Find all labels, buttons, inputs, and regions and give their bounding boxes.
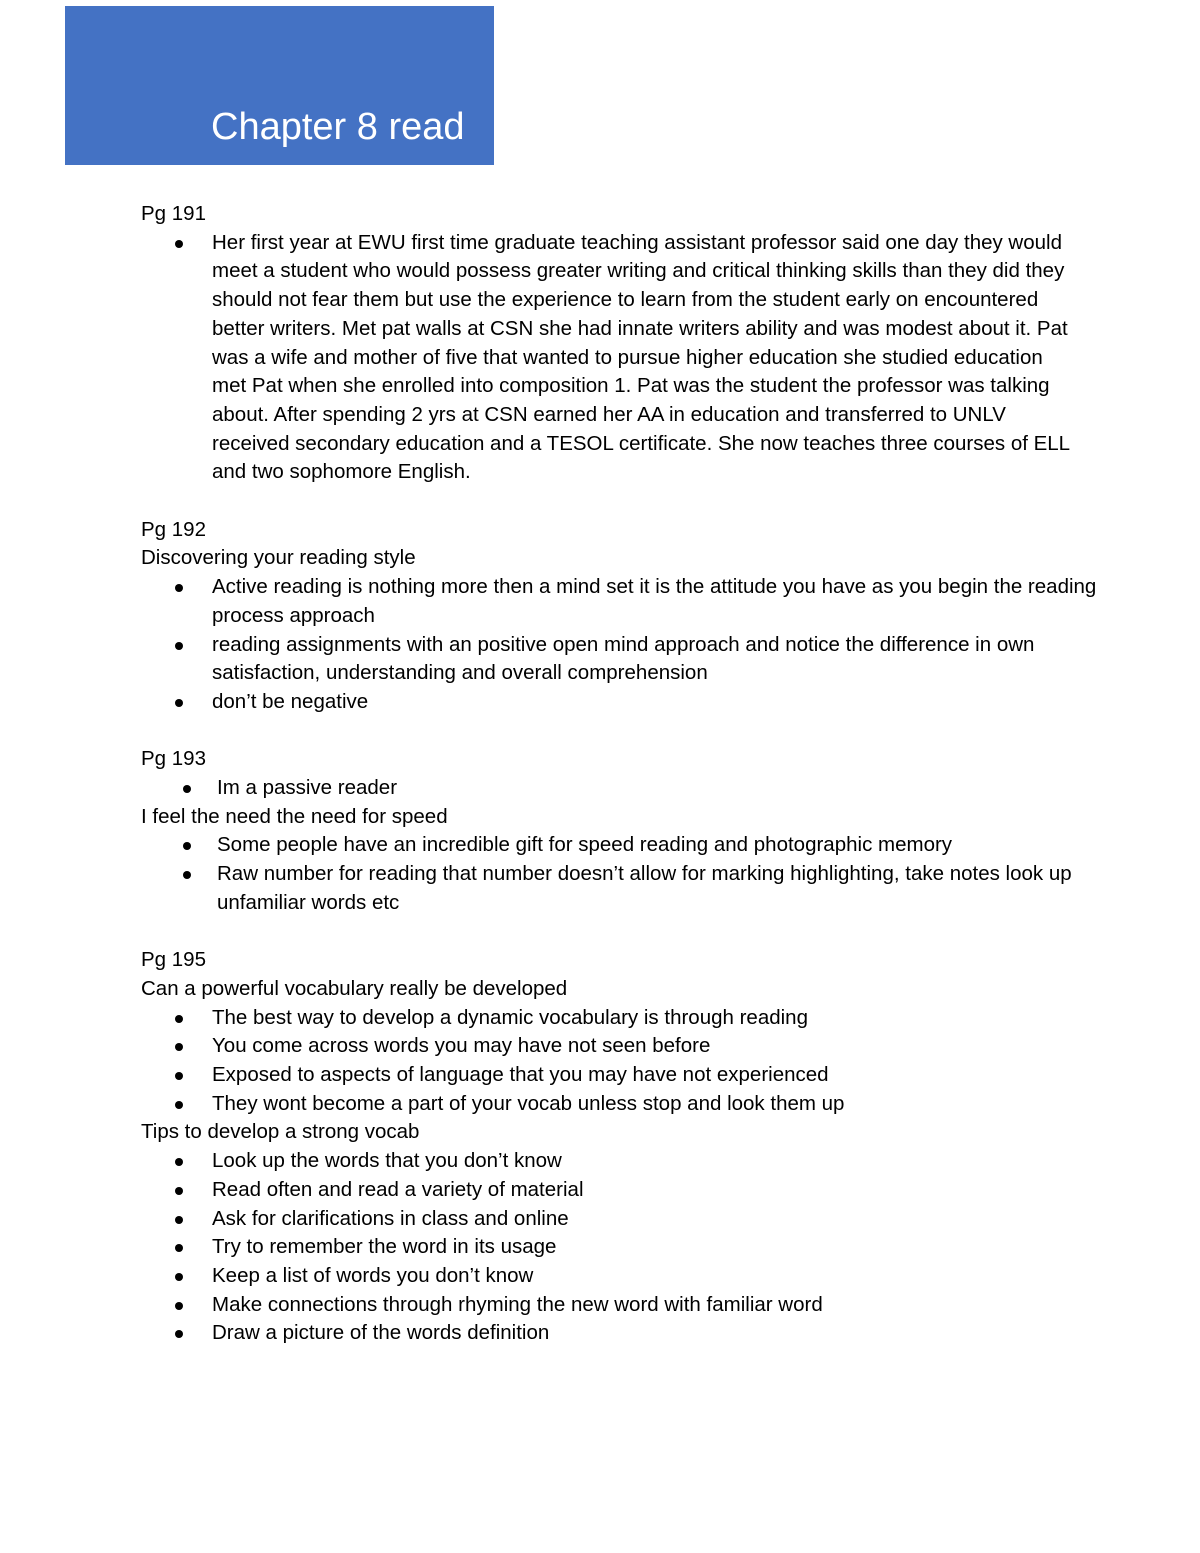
page-ref-191: Pg 191 — [141, 202, 206, 225]
list-item: Im a passive reader — [141, 774, 1141, 803]
bullet-icon — [183, 871, 191, 879]
list-item: Some people have an incredible gift for speed reading and photographic memory — [141, 831, 1141, 860]
bullet-icon — [175, 1187, 183, 1195]
list-item: Keep a list of words you don’t know — [141, 1262, 1141, 1291]
list-item: don’t be negative — [141, 688, 1141, 717]
bullet-icon — [175, 1244, 183, 1252]
bullet-list — [141, 573, 1141, 717]
list-item: They wont become a part of your vocab unless stop and look them up — [141, 1090, 1141, 1119]
bullet-list — [141, 831, 1141, 917]
bullet-icon — [175, 1302, 183, 1310]
list-item: Her first year at EWU first time graduate teaching assistant professor said one day they would meet a student who would possess greater writing and critical thinking skills than they did they should not fear them but use the experience to learn from the student early on encountered better writers. Met pat walls at CSN she had innate writers ability and was modest about it. Pat was a wife and mother of five that wanted to pursue higher education she studied education met Pat when she enrolled into composition 1. Pat was the student the professor was talking about. After spending 2 yrs at CSN earned her AA in education and transferred to UNLV received secondary education and a TESOL certificate. She now teaches three courses of ELL and two sophomore English. — [141, 229, 1141, 487]
bullet-icon — [175, 1216, 183, 1224]
bullet-list — [141, 774, 1141, 803]
list-item: Raw number for reading that number doesn’t allow for marking highlighting, take notes look up unfamiliar words etc — [141, 860, 1141, 917]
list-item: Look up the words that you don’t know — [141, 1147, 1141, 1176]
section-heading: Can a powerful vocabulary really be developed — [141, 976, 568, 1000]
list-item: reading assignments with an positive open mind approach and notice the difference in own satisfaction, understanding and overall comprehension — [141, 631, 1141, 688]
bullet-icon — [175, 1101, 183, 1109]
bullet-icon — [175, 642, 183, 650]
bullet-icon — [175, 1043, 183, 1051]
section-heading: Discovering your reading style — [141, 546, 416, 570]
bullet-list — [141, 1004, 1141, 1119]
list-item: Exposed to aspects of language that you may have not experienced — [141, 1061, 1141, 1090]
list-item: Active reading is nothing more then a mind set it is the attitude you have as you begin the reading process approach — [141, 573, 1141, 630]
bullet-icon — [183, 785, 191, 793]
bullet-icon — [175, 1015, 183, 1023]
bullet-icon — [175, 699, 183, 707]
title-banner — [65, 6, 494, 165]
bullet-icon — [175, 1330, 183, 1338]
bullet-icon — [175, 1273, 183, 1281]
list-item: Draw a picture of the words definition — [141, 1319, 1141, 1348]
bullet-list — [141, 229, 1141, 487]
list-item: The best way to develop a dynamic vocabulary is through reading — [141, 1004, 1141, 1033]
list-item: Make connections through rhyming the new word with familiar word — [141, 1291, 1141, 1320]
bullet-list — [141, 1147, 1141, 1348]
list-item: Try to remember the word in its usage — [141, 1233, 1141, 1262]
bullet-icon — [175, 240, 183, 248]
page-ref-192: Pg 192 — [141, 517, 206, 541]
page-ref-195: Pg 195 — [141, 948, 206, 972]
bullet-icon — [175, 584, 183, 592]
bullet-icon — [175, 1072, 183, 1080]
document-body — [141, 200, 1141, 1348]
bullet-icon — [183, 842, 191, 850]
list-item: Read often and read a variety of material — [141, 1176, 1141, 1205]
bullet-icon — [175, 1158, 183, 1166]
page-ref-193: Pg 193 — [141, 747, 206, 771]
list-item: Ask for clarifications in class and online — [141, 1205, 1141, 1234]
list-item: You come across words you may have not seen before — [141, 1032, 1141, 1061]
section-heading: Tips to develop a strong vocab — [141, 1120, 420, 1144]
section-heading: I feel the need the need for speed — [141, 804, 448, 828]
document-title: Chapter 8 read — [211, 106, 465, 148]
